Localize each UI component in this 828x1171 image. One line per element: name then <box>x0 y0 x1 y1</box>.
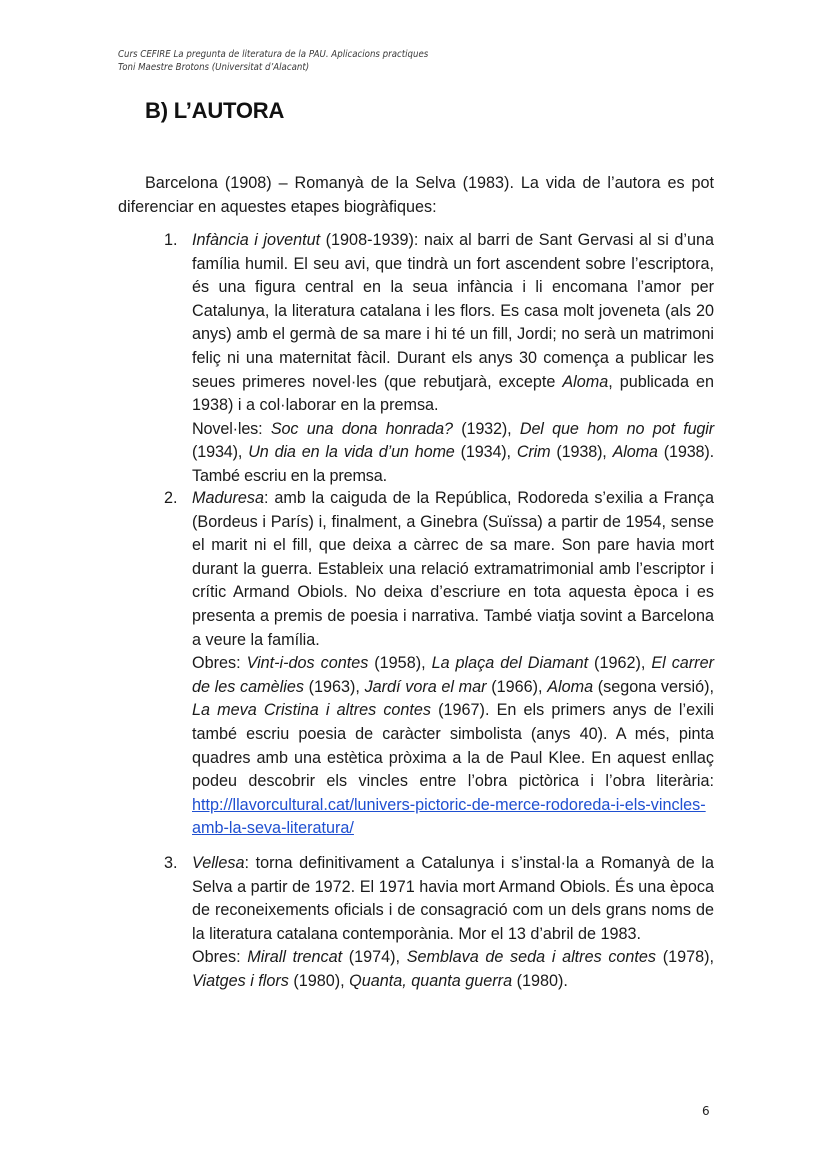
section-title: B) L’AUTORA <box>145 98 285 123</box>
works-label: Obres: <box>192 654 247 673</box>
biography-list-item-2 <box>164 487 714 841</box>
work-title: Viatges i flors <box>192 971 289 990</box>
works-closing: En els primers anys de l’exili també escriu poesia de caràcter simbolista (anys 40). A més, pinta quadres amb una estètica pròxima a la de Paul Klee. En aquest enllaç podeu descobrir els vincles entre l’obra pictòrica i l’obra literària: <box>192 701 714 791</box>
stage-label: Vellesa <box>192 854 245 872</box>
work-title: Aloma <box>612 443 658 462</box>
biography-list-item-3 <box>164 852 714 994</box>
works-list <box>192 652 714 841</box>
work-title: Mirall trencat <box>247 948 343 967</box>
stage-description <box>192 852 714 946</box>
page-number: 6 <box>702 1104 710 1118</box>
work-title: Jardí vora el mar <box>364 677 487 696</box>
running-header <box>118 48 428 74</box>
work-title: La meva Cristina i altres contes <box>192 701 432 720</box>
work-title: Semblava de seda i altres contes <box>406 948 657 967</box>
work-title: Quanta, quanta guerra <box>349 971 513 990</box>
work-title: Del que hom no pot fugir <box>519 419 714 438</box>
work-year: (1962), <box>588 654 652 673</box>
work-year: (1974), <box>342 948 407 967</box>
work-year: (1967). <box>431 701 497 720</box>
work-year: (1938), <box>550 443 613 462</box>
work-title: Soc una dona honrada? <box>270 419 453 438</box>
work-year: (1934), <box>192 443 249 462</box>
work-title: La plaça del Diamant <box>431 654 589 673</box>
biography-list-item-1 <box>164 229 714 489</box>
work-year: (1932), <box>452 419 520 438</box>
works-closing: També escriu en la premsa. <box>192 466 387 485</box>
stage-text: (1908-1939): naix al barri de Sant Gervasi al si d’una família humil. El seu avi, que tindrà un fort ascendent sobre l’escriptora, és una figura central en la seua infància i li encomana l’amor per Catalunya, la literatura catalana i les flors. Es casa molt joveneta (als 20 anys) amb el germà de sa mare i hi té un fill, Jordi; no serà un matrimoni feliç ni una maternitat fàcil. Durant els anys 30 comença a publicar les seues primeres novel·les (que rebutjarà, excepte <box>192 231 714 391</box>
intro-text: Barcelona (1908) – Romanyà de la Selva (1983). La vida de l’autora es pot diferenciar en aquestes etapes biogràfiques: <box>118 174 714 216</box>
work-year: (1980), <box>288 971 350 990</box>
stage-label: Infància i joventut <box>192 231 321 249</box>
works-list <box>192 418 714 489</box>
stage-text: : amb la caiguda de la República, Rodoreda s’exilia a França (Bordeus i París) i, finalment, a Ginebra (Suïssa) a partir de 1954, sense el marit ni el fill, que deixa a càrrec de sa mare. Son pare havia mort durant la guerra. Estableix una relació extramatrimonial amb l’escriptor i crític Armand Obiols. No deixa d’escriure en tota aquesta època i es presenta a premis de poesia i narrativa. També viatja sovint a Barcelona a veure la família. <box>192 489 714 649</box>
stage-description <box>192 229 714 418</box>
list-item <box>164 852 714 994</box>
work-title: Aloma <box>547 677 594 696</box>
list-item <box>164 487 714 841</box>
list-number: 3. <box>164 854 178 872</box>
work-year: (1978), <box>656 948 714 967</box>
work-year: (segona versió), <box>593 677 714 696</box>
work-title: Crim <box>516 443 551 462</box>
work-year: (1963), <box>303 677 365 696</box>
work-year: (1980). <box>512 971 568 990</box>
list-number: 1. <box>164 231 178 249</box>
stage-text-continued: , publicada en 1938) i a col·laborar en la premsa. <box>192 372 714 415</box>
rodoreda-pictorial-link[interactable]: http://llavorcultural.cat/lunivers-pictoric-de-merce-rodoreda-i-els-vincles-amb-la-seva-literatura/ <box>192 795 706 838</box>
intro-paragraph <box>118 172 714 219</box>
works-list <box>192 946 714 993</box>
header-course-line: Curs CEFIRE La pregunta de literatura de la PAU. Aplicacions practiques <box>118 49 429 60</box>
work-year: (1958), <box>368 654 432 673</box>
work-title: Vint-i-dos contes <box>246 654 369 673</box>
work-title: El carrer de les camèlies <box>192 654 714 696</box>
work-year: (1938). <box>657 443 715 462</box>
work-title: Aloma <box>562 372 609 391</box>
work-year: (1966), <box>486 677 548 696</box>
stage-text: : torna definitivament a Catalunya i s’instal·la a Romanyà de la Selva a partir de 1972. El 1971 havia mort Armand Obiols. És una època de reconeixements oficials i de consagració com un dels grans noms de la literatura catalana contemporània. Mor el 13 d’abril de 1983. <box>192 854 714 943</box>
stage-label: Maduresa <box>192 489 264 507</box>
work-year: (1934), <box>454 443 517 462</box>
header-author-line: Toni Maestre Brotons (Universitat d’Alacant) <box>118 62 310 73</box>
stage-description <box>192 487 714 652</box>
list-number: 2. <box>164 489 178 507</box>
work-title: Un dia en la vida d’un home <box>248 443 455 462</box>
works-label: Novel·les: <box>192 419 271 438</box>
list-item <box>164 229 714 489</box>
works-label: Obres: <box>192 948 248 967</box>
